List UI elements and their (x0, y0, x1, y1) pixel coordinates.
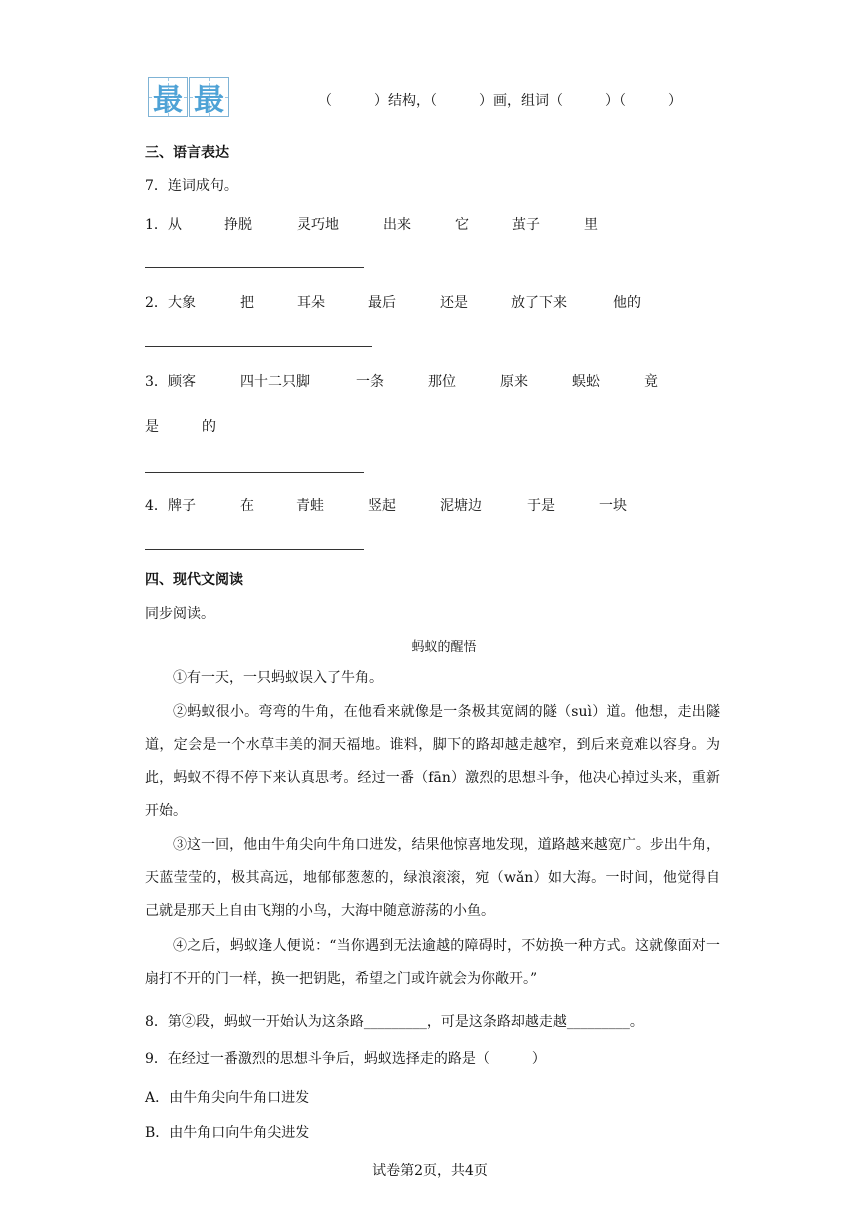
word: 一条 (356, 374, 384, 390)
word: 一块 (599, 498, 627, 514)
section-title: 三、语言表达 (145, 145, 229, 161)
word: 泥塘边 (440, 498, 482, 514)
answer-line[interactable] (145, 346, 372, 347)
option-a[interactable]: A．由牛角尖向牛角口进发 (145, 1090, 310, 1106)
item-number: 4． (145, 498, 168, 514)
word: 是 (145, 419, 159, 435)
question-7-prompt: 7．连词成句。 (145, 178, 238, 194)
article-paragraph-2: ②蚂蚁很小。弯弯的牛角，在他看来就像是一条极其宽阔的隧（suì）道。他想，走出隧道，定会是一个水草丰美的洞天福地。谁料，脚下的路却越走越窄，到后来竟难以容身。为此，蚂蚁不得不停下来认真思考。经过一番（fān）激烈的思想斗争，他决心掉过头来，重新开始。 (145, 704, 720, 819)
word: 他的 (613, 295, 641, 311)
word: 最后 (368, 295, 396, 311)
word: 它 (455, 217, 469, 233)
item-number: 1． (145, 217, 168, 233)
question-8: 8．第②段，蚂蚁一开始认为这条路_________，可是这条路却越走越_________。 (145, 1014, 644, 1030)
word: 把 (240, 295, 254, 311)
word: 蜈蚣 (572, 374, 600, 390)
word: 从 (168, 217, 182, 233)
word: 在 (240, 498, 254, 514)
word: 茧子 (512, 217, 540, 233)
word: 放了下来 (511, 295, 567, 311)
word: 还是 (440, 295, 468, 311)
word: 那位 (428, 374, 456, 390)
option-b[interactable]: B．由牛角口向牛角尖进发 (145, 1125, 310, 1141)
article-paragraph-3: ③这一回，他由牛角尖向牛角口进发，结果他惊喜地发现，道路越来越宽广。步出牛角，天蓝莹莹的，极其高远，地郁郁葱葱的，绿浪滚滚，宛（wǎn）如大海。一时间，他觉得自己就是那天上自由飞翔的小鸟，大海中随意游荡的小鱼。 (145, 837, 720, 919)
char-question-text: （ ）结构，（ ）画，组词（ ）（ ） (318, 93, 682, 109)
word: 于是 (527, 498, 555, 514)
article-title: 蚂蚁的醒悟 (411, 640, 477, 655)
word: 四十二只脚 (240, 374, 310, 390)
char-grid-box-2 (189, 77, 229, 117)
char-grid-box-1 (148, 77, 188, 117)
word: 耳朵 (297, 295, 325, 311)
word: 青蛙 (296, 498, 324, 514)
word: 竟 (644, 374, 658, 390)
word: 的 (202, 419, 216, 435)
word: 大象 (168, 295, 196, 311)
answer-line[interactable] (145, 267, 364, 268)
word: 灵巧地 (297, 217, 339, 233)
article-paragraph-1: ①有一天，一只蚂蚁误入了牛角。 (173, 670, 383, 686)
grid-char: 最 (194, 83, 224, 118)
word: 挣脱 (224, 217, 252, 233)
answer-line[interactable] (145, 549, 364, 550)
grid-char: 最 (153, 83, 183, 118)
word: 原来 (500, 374, 528, 390)
question-9: 9．在经过一番激烈的思想斗争后，蚂蚁选择走的路是（ ） (145, 1051, 546, 1067)
article-paragraph-4: ④之后，蚂蚁逢人便说：“当你遇到无法逾越的障碍时，不妨换一种方式。这就像面对一扇打不开的门一样，换一把钥匙，希望之门或许就会为你敞开。” (145, 938, 720, 987)
word: 出来 (383, 217, 411, 233)
word: 顾客 (168, 374, 196, 390)
word: 里 (584, 217, 598, 233)
item-number: 2． (145, 295, 168, 311)
answer-line[interactable] (145, 472, 364, 473)
word: 竖起 (368, 498, 396, 514)
word: 牌子 (168, 498, 196, 514)
section-title: 四、现代文阅读 (145, 572, 243, 588)
page-footer: 试卷第2页，共4页 (372, 1163, 488, 1179)
section-intro: 同步阅读。 (145, 606, 215, 622)
item-number: 3． (145, 374, 168, 390)
